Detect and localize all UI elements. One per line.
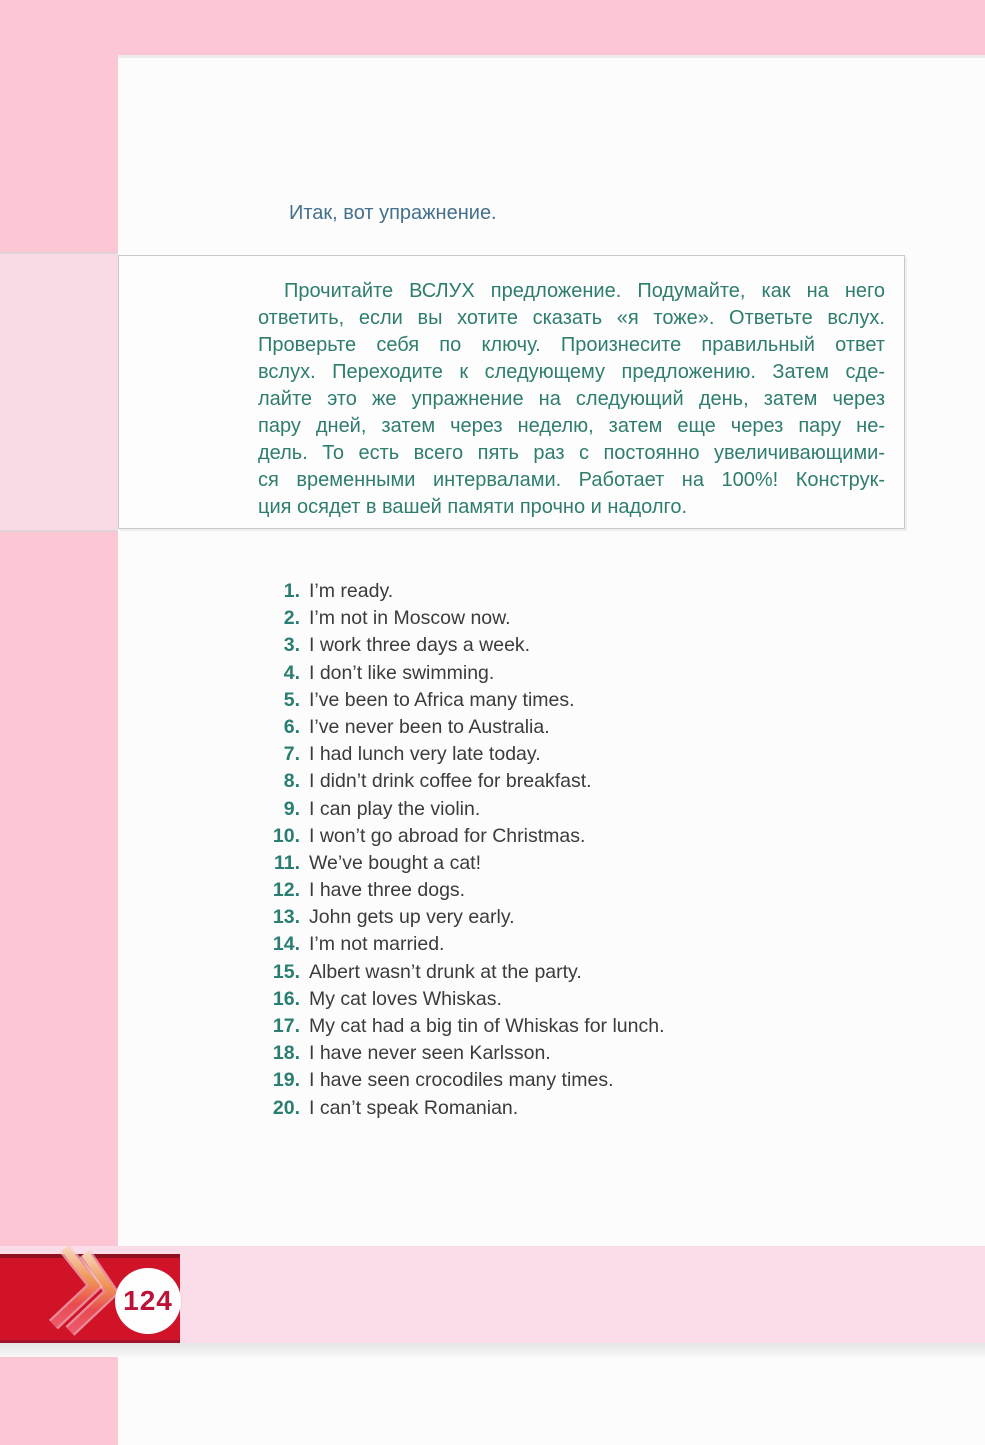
instruction-line: Прочитайте ВСЛУХ предложение. Подумайте, как на него — [284, 280, 885, 302]
list-item — [256, 1013, 916, 1040]
list-item-text: I won’t go abroad for Christmas. — [309, 824, 586, 847]
list-item-number: 19. — [272, 1069, 300, 1092]
instruction-line: ответить, если вы хотите сказать «я тоже». Ответьте вслух. — [258, 307, 885, 329]
list-item-number: 2. — [283, 607, 300, 630]
list-item — [256, 768, 916, 795]
list-item — [256, 877, 916, 904]
list-item — [256, 660, 916, 687]
list-item-number: 3. — [283, 634, 300, 657]
list-item — [256, 632, 916, 659]
list-item-text: I have seen crocodiles many times. — [309, 1069, 614, 1092]
list-item-text: My cat loves Whiskas. — [309, 987, 502, 1010]
page-number-badge — [115, 1268, 181, 1334]
instruction-line: дель. То есть всего пять раз с постоянно увеличивающими- — [258, 442, 885, 464]
list-item — [256, 850, 916, 877]
list-item-number: 13. — [272, 906, 300, 929]
left-margin-highlight — [0, 252, 118, 532]
instruction-line: вслух. Переходите к следующему предложению. Затем сде- — [258, 361, 885, 383]
list-item-text: I’m not married. — [309, 933, 445, 956]
list-item-number: 20. — [272, 1096, 300, 1119]
left-margin-band — [0, 0, 118, 1445]
list-item — [256, 741, 916, 768]
list-item-number: 1. — [283, 580, 300, 602]
list-item-text: I don’t like swimming. — [309, 661, 495, 684]
list-item-number: 16. — [272, 987, 300, 1010]
list-item-number: 15. — [272, 960, 300, 983]
instruction-box — [118, 255, 905, 529]
list-item-number: 10. — [272, 824, 300, 847]
list-item-number: 12. — [272, 879, 300, 902]
list-item — [256, 605, 916, 632]
list-item-number: 17. — [272, 1015, 300, 1037]
list-item-text: I’m ready. — [309, 580, 394, 602]
list-item — [256, 959, 916, 986]
list-item-text: My cat had a big tin of Whiskas for lunch. — [309, 1015, 665, 1037]
instruction-text — [258, 278, 885, 521]
list-item — [256, 986, 916, 1013]
list-item-text: I had lunch very late today. — [309, 743, 541, 766]
list-item-number: 4. — [283, 661, 300, 684]
list-item-number: 18. — [272, 1042, 300, 1065]
list-item — [256, 1040, 916, 1067]
list-item — [256, 823, 916, 850]
list-item — [256, 714, 916, 741]
list-item-text: I work three days a week. — [309, 634, 531, 657]
list-item — [256, 1095, 916, 1122]
list-item-number: 7. — [283, 743, 300, 766]
list-item-text: I have three dogs. — [309, 879, 466, 902]
list-item-number: 8. — [283, 770, 300, 793]
section-intro-text: Итак, вот упражнение. — [289, 202, 497, 224]
list-item-text: I can’t speak Romanian. — [309, 1096, 519, 1119]
list-item-text: I can play the violin. — [309, 797, 481, 820]
instruction-line: пару дней, затем через неделю, затем еще через пару не- — [258, 415, 885, 437]
list-item — [256, 904, 916, 931]
list-item-text: John gets up very early. — [309, 906, 515, 929]
instruction-line: ция осядет в вашей памяти прочно и надолго. — [258, 496, 688, 518]
list-item-text: We’ve bought a cat! — [309, 851, 481, 874]
exercise-list — [256, 578, 916, 1122]
list-item — [256, 931, 916, 958]
list-item-text: I’ve been to Africa many times. — [309, 688, 575, 711]
list-item-number: 5. — [283, 688, 300, 711]
list-item-number: 6. — [283, 715, 300, 738]
instruction-line: лайте это же упражнение на следующий день, затем через — [258, 388, 885, 410]
list-item — [256, 687, 916, 714]
list-item-text: I have never seen Karlsson. — [309, 1042, 551, 1065]
page-edge-shadow — [118, 55, 985, 58]
top-margin-band — [0, 0, 985, 55]
list-item-number: 14. — [272, 933, 300, 956]
page-number: 124 — [123, 1285, 173, 1316]
list-item-text: I’m not in Moscow now. — [309, 607, 511, 630]
list-item — [256, 1067, 916, 1094]
list-item-number: 9. — [283, 797, 300, 820]
list-item-text: I didn’t drink coffee for breakfast. — [309, 770, 592, 793]
footer-gray-strip — [0, 1343, 985, 1357]
instruction-line: Проверьте себя по ключу. Произнесите правильный ответ — [258, 334, 885, 356]
list-item-text: I’ve never been to Australia. — [309, 715, 550, 738]
list-item-number: 11. — [273, 851, 300, 874]
instruction-line: ся временными интервалами. Работает на 100%! Конструк- — [258, 469, 885, 491]
list-item-text: Albert wasn’t drunk at the party. — [309, 960, 582, 983]
list-item — [256, 578, 916, 605]
list-item — [256, 796, 916, 823]
